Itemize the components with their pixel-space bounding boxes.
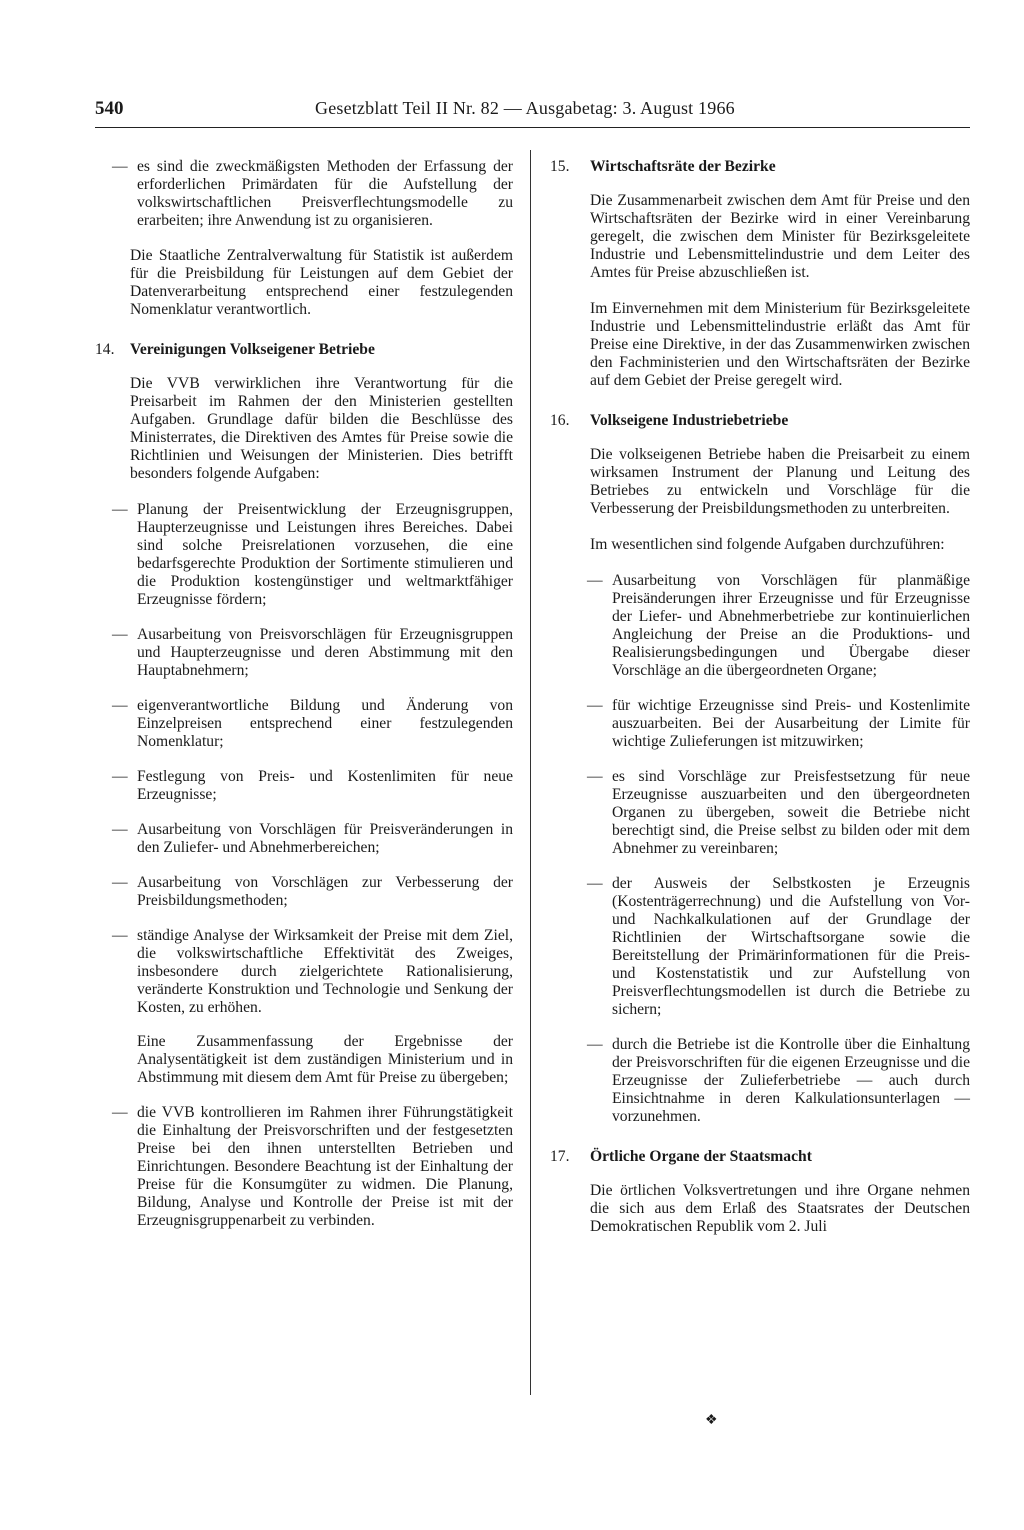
bullet-text: die VVB kontrollieren im Rahmen ihrer Führungstätigkeit die Einhaltung der Preisvorschriften und der festgesetzten Preise bei den ihnen unterstellten Betrieben und Einrichtungen. Besondere Beachtung ist der Einhaltung der Preise für die Konsumgüter zu widmen. Die Planung, Bildung, Analyse und Kontrolle der Preise ist mit der Erzeugnisgruppenarbeit zu verbinden.: [137, 1104, 513, 1229]
dash-marker: —: [587, 1036, 603, 1053]
section-number: 15.: [550, 158, 570, 175]
section-number: 14.: [95, 341, 115, 358]
bullet-text: es sind die zweckmäßigsten Methoden der Erfassung der erforderlichen Primärdaten für die Aufstellung der volkswirtschaftlichen Preisverflechtungsmodelle zu erarbeiten; ihre Anwendung ist zu organisieren.: [137, 158, 513, 229]
section-heading-17: [550, 1148, 970, 1166]
dash-marker: —: [112, 768, 128, 785]
section-title: Örtliche Organe der Staatsmacht: [590, 1148, 812, 1165]
list-item: [587, 697, 970, 751]
continuation-mark-icon: ❖: [705, 1413, 718, 1428]
bullet-text: der Ausweis der Selbstkosten je Erzeugnis (Kostenträgerrechnung) und die Aufstellung von Vor- und Nachkalkulationen auf der Grundlage der Richtlinien der Wirtschaftsorgane sowie die Bereitstellung der Primärinformationen für die Preis- und Kostenstatistik und zur Aufstellung von Preisverflechtungsmodellen ist durch die Betriebe zu sichern;: [612, 875, 970, 1018]
list-item: [112, 1104, 513, 1230]
dash-marker: —: [112, 158, 128, 175]
section-title: Volkseigene Industriebetriebe: [590, 412, 789, 429]
right-column: [550, 158, 970, 1236]
page-header: [95, 98, 970, 126]
section-heading-14: [95, 341, 513, 359]
section-number: 16.: [550, 412, 570, 429]
list-item: [112, 158, 513, 230]
dash-marker: —: [587, 875, 603, 892]
list-item: [587, 1036, 970, 1126]
dash-marker: —: [587, 572, 603, 589]
paragraph: Im Einvernehmen mit dem Ministerium für Bezirksgeleitete Industrie und Lebensmittelindustrie erläßt das Amt für Preise eine Direktive, in der das Zusammenwirken zwischen den Fachministerien und den Wirtschaftsräten der Bezirke auf dem Gebiet der Preise geregelt wird.: [590, 300, 970, 389]
dash-marker: —: [112, 1104, 128, 1121]
paragraph: Im wesentlichen sind folgende Aufgaben durchzuführen:: [590, 536, 945, 553]
dash-marker: —: [112, 821, 128, 838]
paragraph: Die Staatliche Zentralverwaltung für Statistik ist außerdem für die Preisbildung für Leistungen auf dem Gebiet der Datenverarbeitung entsprechend einer festzulegenden Nomenklatur verantwortlich.: [130, 247, 513, 318]
dash-marker: —: [587, 697, 603, 714]
section-title: Wirtschaftsräte der Bezirke: [590, 158, 776, 175]
section-title: Vereinigungen Volkseigener Betriebe: [130, 341, 375, 358]
bullet-text: ständige Analyse der Wirksamkeit der Preise mit dem Ziel, die volkswirtschaftliche Effektivität des Zweiges, insbesondere durch zielgerichtete Rationalisierung, veränderte Konstruktion und Technologie und Senkung der Kosten, zu erhöhen.: [137, 927, 513, 1016]
dash-marker: —: [112, 501, 128, 518]
list-item: [587, 768, 970, 858]
bullet-text: Festlegung von Preis- und Kostenlimiten für neue Erzeugnisse;: [137, 768, 513, 803]
paragraph: Die Zusammenarbeit zwischen dem Amt für Preise und den Wirtschaftsräten der Bezirke wird in einer Vereinbarung geregelt, die zwischen dem Minister für Bezirksgeleitete Industrie und Lebensmittelindustrie und dem Leiter des Amtes für Preise abzuschließen ist.: [590, 192, 970, 281]
bullet-text: Ausarbeitung von Vorschlägen für Preisveränderungen in den Zuliefer- und Abnehmerbereichen;: [137, 821, 513, 856]
bullet-text: eigenverantwortliche Bildung und Änderung von Einzelpreisen entsprechend einer festzulegenden Nomenklatur;: [137, 697, 513, 750]
paragraph: Die volkseigenen Betriebe haben die Preisarbeit zu einem wirksamen Instrument der Planung und Leitung des Betriebes zu entwickeln und Vorschläge für die Verbesserung der Preisbildungsmethoden zu unterbreiten.: [590, 446, 970, 517]
list-item: [112, 821, 513, 857]
dash-marker: —: [587, 768, 603, 785]
section-heading-15: [550, 158, 970, 176]
list-item: [587, 572, 970, 680]
dash-marker: —: [112, 697, 128, 714]
list-item: [112, 501, 513, 609]
bullet-text: Planung der Preisentwicklung der Erzeugnisgruppen, Haupterzeugnisse und Leistungen ihres Bereiches. Dabei sind solche Preisrelationen vorzusehen, die eine bedarfsgerechte Produktion der Sortimente stimulieren und die Produktion kostengünstiger und weltmarktfähiger Erzeugnisse fördern;: [137, 501, 513, 608]
dash-marker: —: [112, 874, 128, 891]
bullet-text: Ausarbeitung von Vorschlägen zur Verbesserung der Preisbildungsmethoden;: [137, 874, 513, 909]
list-item: [587, 875, 970, 1019]
bullet-text: Ausarbeitung von Preisvorschlägen für Erzeugnisgruppen und Haupterzeugnisse und deren Abstimmung mit den Hauptabnehmern;: [137, 626, 513, 679]
header-title: Gesetzblatt Teil II Nr. 82 — Ausgabetag: 3. August 1966: [315, 98, 735, 118]
list-item: [112, 626, 513, 680]
paragraph: Eine Zusammenfassung der Ergebnisse der Analysentätigkeit ist dem zuständigen Ministerium und in Abstimmung mit diesem dem Amt für Preise zu übergeben;: [137, 1033, 513, 1086]
left-column: [95, 158, 513, 1247]
paragraph: Die VVB verwirklichen ihre Verantwortung für die Preisarbeit im Rahmen der den Ministerien gestellten Aufgaben. Grundlage dafür bilden die Beschlüsse des Ministerrates, die Direktiven des Amtes für Preise sowie die Richtlinien und Weisungen der Ministerien. Dies betrifft besonders folgende Aufgaben:: [130, 375, 513, 482]
list-item: [112, 697, 513, 751]
list-item: [112, 874, 513, 910]
bullet-text: für wichtige Erzeugnisse sind Preis- und Kostenlimite auszuarbeiten. Bei der Ausarbeitung der Limite für wichtige Zulieferungen ist mitzuwirken;: [612, 697, 970, 750]
bullet-text: Ausarbeitung von Vorschlägen für planmäßige Preisänderungen ihrer Erzeugnisse und für Erzeugnisse der Liefer- und Abnehmerbetriebe zur kontinuierlichen Angleichung der Preise an die Produktions- und Realisierungsbedingungen und Übergabe dieser Vorschläge an die übergeordneten Organe;: [612, 572, 970, 679]
paragraph: Die örtlichen Volksvertretungen und ihre Organe nehmen die sich aus dem Erlaß des Staatsrates der Deutschen Demokratischen Republik vom 2. Juli: [590, 1182, 970, 1235]
header-rule: [95, 127, 970, 128]
list-item: [112, 768, 513, 804]
dash-marker: —: [112, 626, 128, 643]
section-number: 17.: [550, 1148, 570, 1165]
list-item: [112, 927, 513, 1017]
column-divider: [530, 150, 531, 1395]
bullet-text: es sind Vorschläge zur Preisfestsetzung für neue Erzeugnisse auszuarbeiten und den übergeordneten Organen zu übergeben, soweit die Betriebe nicht berechtigt sind, die Preise selbst zu bilden oder mit dem Abnehmer zu vereinbaren;: [612, 768, 970, 857]
bullet-text: durch die Betriebe ist die Kontrolle über die Einhaltung der Preisvorschriften für die eigenen Erzeugnisse und die Erzeugnisse der Zulieferbetriebe — auch durch Einsichtnahme in deren Kalkulationsunterlagen — vorzunehmen.: [612, 1036, 970, 1125]
section-heading-16: [550, 412, 970, 430]
dash-marker: —: [112, 927, 128, 944]
page-number: 540: [95, 98, 124, 119]
